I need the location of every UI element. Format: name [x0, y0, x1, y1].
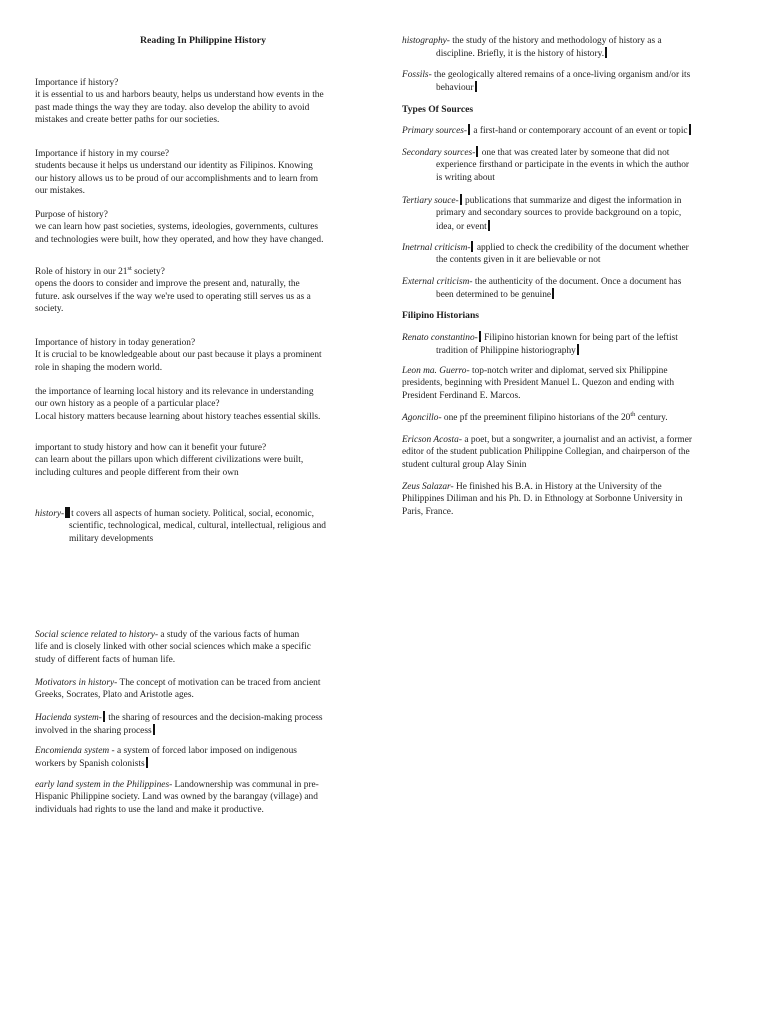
term-tertiary-source: Tertiary souce- [402, 196, 459, 206]
highlight-marker [65, 507, 70, 518]
definition-early-land-system: early land system in the Philippines- Landownership was communal in pre- Hispanic Philippine society. Land was owned by the barangay (village) and individuals had rights to use the land and make it productive. [35, 779, 371, 816]
qa-study-history-future [35, 442, 371, 479]
definition-hacienda: Hacienda system- the sharing of resources and the decision-making process involved in the sharing process [35, 713, 323, 737]
highlight-marker [689, 124, 691, 135]
definition-text: t covers all aspects of human society. Political, social, economic, [71, 509, 314, 519]
definition-line: editor of the student publication Philippine Collegian, and chairperson of the [402, 447, 690, 458]
definition-histography: histography- the study of the history and methodology of history as a discipline. Briefly, it is the history of history. [402, 36, 662, 60]
answer-line: and technologies were built, how they operated, and how they have changed. [35, 234, 324, 245]
answer-line: can learn about the pillars upon which different civilizations were built, [35, 455, 304, 466]
historian-renato-constantino: Renato constantino- Filipino historian known for being part of the leftist tradition of Philippine historiography [402, 333, 678, 357]
term-fossils: Fossils- [402, 70, 432, 80]
question: Importance if history in my course? [35, 149, 170, 159]
term-agoncillo: Agoncillo- [402, 413, 442, 423]
answer-line: our own history as a people of a particular place? [35, 399, 220, 410]
term-renato-constantino: Renato constantino- [402, 333, 478, 343]
answer-line: opens the doors to consider and improve the present and, naturally, the [35, 279, 300, 290]
term-primary-sources: Primary sources- [402, 126, 468, 136]
historian-leon-ma-guerro: Leon ma. Guerro- top-notch writer and diplomat, served six Philippine presidents, beginning with President Manuel L. Quezon and ending with President Ferdinand E. Marcos. [402, 365, 742, 402]
term-internal-criticism: Inetrnal criticism- [402, 243, 471, 253]
highlight-marker [488, 220, 490, 231]
definition-motivators: Motivators in history- The concept of motivation can be traced from ancient Greeks, Socrates, Plato and Aristotle ages. [35, 677, 371, 702]
definition-cont: been determined to be genuine [436, 290, 552, 301]
answer-line: it is essential to us and harbors beauty, helps us understand how events in the [35, 90, 324, 101]
question: Importance if history? [35, 78, 119, 88]
question: the importance of learning local history and its relevance in understanding [35, 387, 314, 397]
definition-line: Greeks, Socrates, Plato and Aristotle ages. [35, 690, 194, 701]
definition-cont: the contents given in it are believable or not [436, 255, 601, 266]
definition-cont: military developments [69, 533, 154, 544]
highlight-marker [479, 331, 481, 342]
answer-line: students because it helps us understand our identity as Filipinos. Knowing [35, 161, 313, 172]
definition-line: life and is closely linked with other social sciences which make a specific [35, 642, 311, 653]
definition-secondary-sources: Secondary sources- one that was created later by someone that did not experience firsthand or participate in the events in which the author is writing about [402, 146, 742, 184]
definition-cont: is writing about [436, 172, 495, 183]
definition-cont: behaviour [436, 83, 474, 94]
page-title: Reading In Philippine History [139, 35, 267, 46]
definition-line: individuals had rights to use the land and make it productive. [35, 804, 264, 815]
term-ericson-acosta: Ericson Acosta- [402, 435, 462, 445]
answer-line: we can learn how past societies, systems, ideologies, governments, cultures [35, 222, 319, 233]
definition-cont: primary and secondary sources to provide background on a topic, [436, 208, 682, 219]
answer-line: including cultures and people different from their own [35, 467, 239, 478]
definition-line: presidents, beginning with President Manuel L. Quezon and ending with [402, 378, 675, 389]
highlight-marker [577, 344, 579, 355]
highlight-marker [146, 757, 148, 768]
highlight-marker [103, 711, 105, 722]
highlight-marker [460, 194, 462, 205]
definition-cont: discipline. Briefly, it is the history of history. [436, 49, 605, 60]
question: Role of history in our 21st society? [35, 264, 165, 277]
qa-history-in-course [35, 148, 371, 198]
answer-line: Local history matters because learning about history teaches essential skills. [35, 411, 321, 422]
definition-line: Paris, France. [402, 506, 454, 517]
qa-today-generation [35, 337, 371, 374]
answer-line: society. [35, 304, 64, 315]
answer-line: mistakes and create better paths for our societies. [35, 115, 220, 126]
question: Importance of history in today generation? [35, 338, 196, 348]
historians-heading: Filipino Historians [402, 310, 480, 321]
historian-agoncillo: Agoncillo- one pf the preeminent filipino historians of the 20th century. [402, 410, 668, 423]
term-encomienda: Encomienda system [35, 746, 110, 756]
answer-line: future. ask ourselves if the way we're used to operating still serves us as a [35, 291, 311, 302]
definition-cont: experience firsthand or participate in the events in which the author [436, 160, 690, 171]
answer-line: role in shaping the modern world. [35, 362, 163, 373]
question: Purpose of history? [35, 210, 108, 220]
definition-line: Philippines Diliman and his Ph. D. in Ethnology at Sorbonne University in [402, 494, 683, 505]
definition-primary-sources: Primary sources- a first-hand or contemporary account of an event or topic [402, 124, 742, 137]
definition-history [35, 507, 371, 545]
question: important to study history and how can it benefit your future? [35, 443, 267, 453]
term-leon-ma-guerro: Leon ma. Guerro- [402, 366, 470, 376]
definition-line: study of different facts of human life. [35, 654, 176, 665]
term-zeus-salazar: Zeus Salazar- [402, 482, 454, 492]
sources-heading: Types Of Sources [402, 104, 474, 115]
definition-cont: tradition of Philippine historiography [436, 346, 576, 357]
qa-local-history [35, 386, 371, 423]
highlight-marker [552, 288, 554, 299]
highlight-marker [605, 47, 607, 58]
definition-social-science: Social science related to history- a study of the various facts of human life and is closely linked with other social sciences which make a specific study of different facts of human life. [35, 629, 371, 666]
term-motivators: Motivators in history [35, 678, 115, 688]
term-social-science: Social science related to history [35, 630, 155, 640]
term-early-land-system: early land system in the Philippines [35, 780, 170, 790]
qa-importance-of-history [35, 77, 371, 127]
highlight-marker [153, 724, 155, 735]
answer-line: past made things the way they are today. also develop the ability to avoid [35, 102, 310, 113]
definition-line: Hispanic Philippine society. Land was owned by the barangay (village) and [35, 792, 318, 803]
term-hacienda: Hacienda system- [35, 713, 102, 723]
qa-purpose-of-history [35, 209, 371, 246]
historian-zeus-salazar: Zeus Salazar- He finished his B.A. in History at the University of the Philippines Diliman and his Ph. D. in Ethnology at Sorbonne University in Paris, France. [402, 481, 742, 518]
answer-line: our history allows us to be proud of our accomplishments and to learn from [35, 173, 319, 184]
term-history: history- [35, 509, 65, 519]
definition-line: student cultural group Alay Sinin [402, 459, 527, 470]
definition-cont: idea, or event [436, 221, 487, 232]
definition-cont: scientific, technological, medical, cultural, intellectual, religious and [69, 521, 326, 532]
answer-line: our mistakes. [35, 186, 85, 197]
term-histography: histography- [402, 36, 450, 46]
definition-encomienda: Encomienda system - a system of forced labor imposed on indigenous workers by Spanish colonists [35, 746, 297, 770]
definition-line: involved in the sharing process [35, 726, 152, 737]
definition-internal-criticism: Inetrnal criticism- applied to check the credibility of the document whether the contents given in it are believable or not [402, 241, 742, 267]
highlight-marker [468, 124, 470, 135]
term-secondary-sources: Secondary sources- [402, 148, 476, 158]
qa-role-of-history [35, 266, 371, 316]
definition-line: workers by Spanish colonists [35, 759, 145, 770]
definition-external-criticism: External criticism- the authenticity of the document. Once a document has been determined to be genuine [402, 277, 682, 301]
term-external-criticism: External criticism- [402, 277, 473, 287]
definition-tertiary-source: Tertiary souce- publications that summarize and digest the information in primary and secondary sources to provide background on a topic, idea, or event [402, 194, 742, 233]
highlight-marker [475, 81, 477, 92]
definition-line: President Ferdinand E. Marcos. [402, 390, 521, 401]
definition-fossils: Fossils- the geologically altered remains of a once-living organism and/or its behaviour [402, 70, 691, 94]
answer-line: It is crucial to be knowledgeable about our past because it plays a prominent [35, 350, 322, 361]
historian-ericson-acosta: Ericson Acosta- a poet, but a songwriter, a journalist and an activist, a former editor of the student publication Philippine Collegian, and chairperson of the student cultural group Alay Sinin [402, 434, 742, 471]
